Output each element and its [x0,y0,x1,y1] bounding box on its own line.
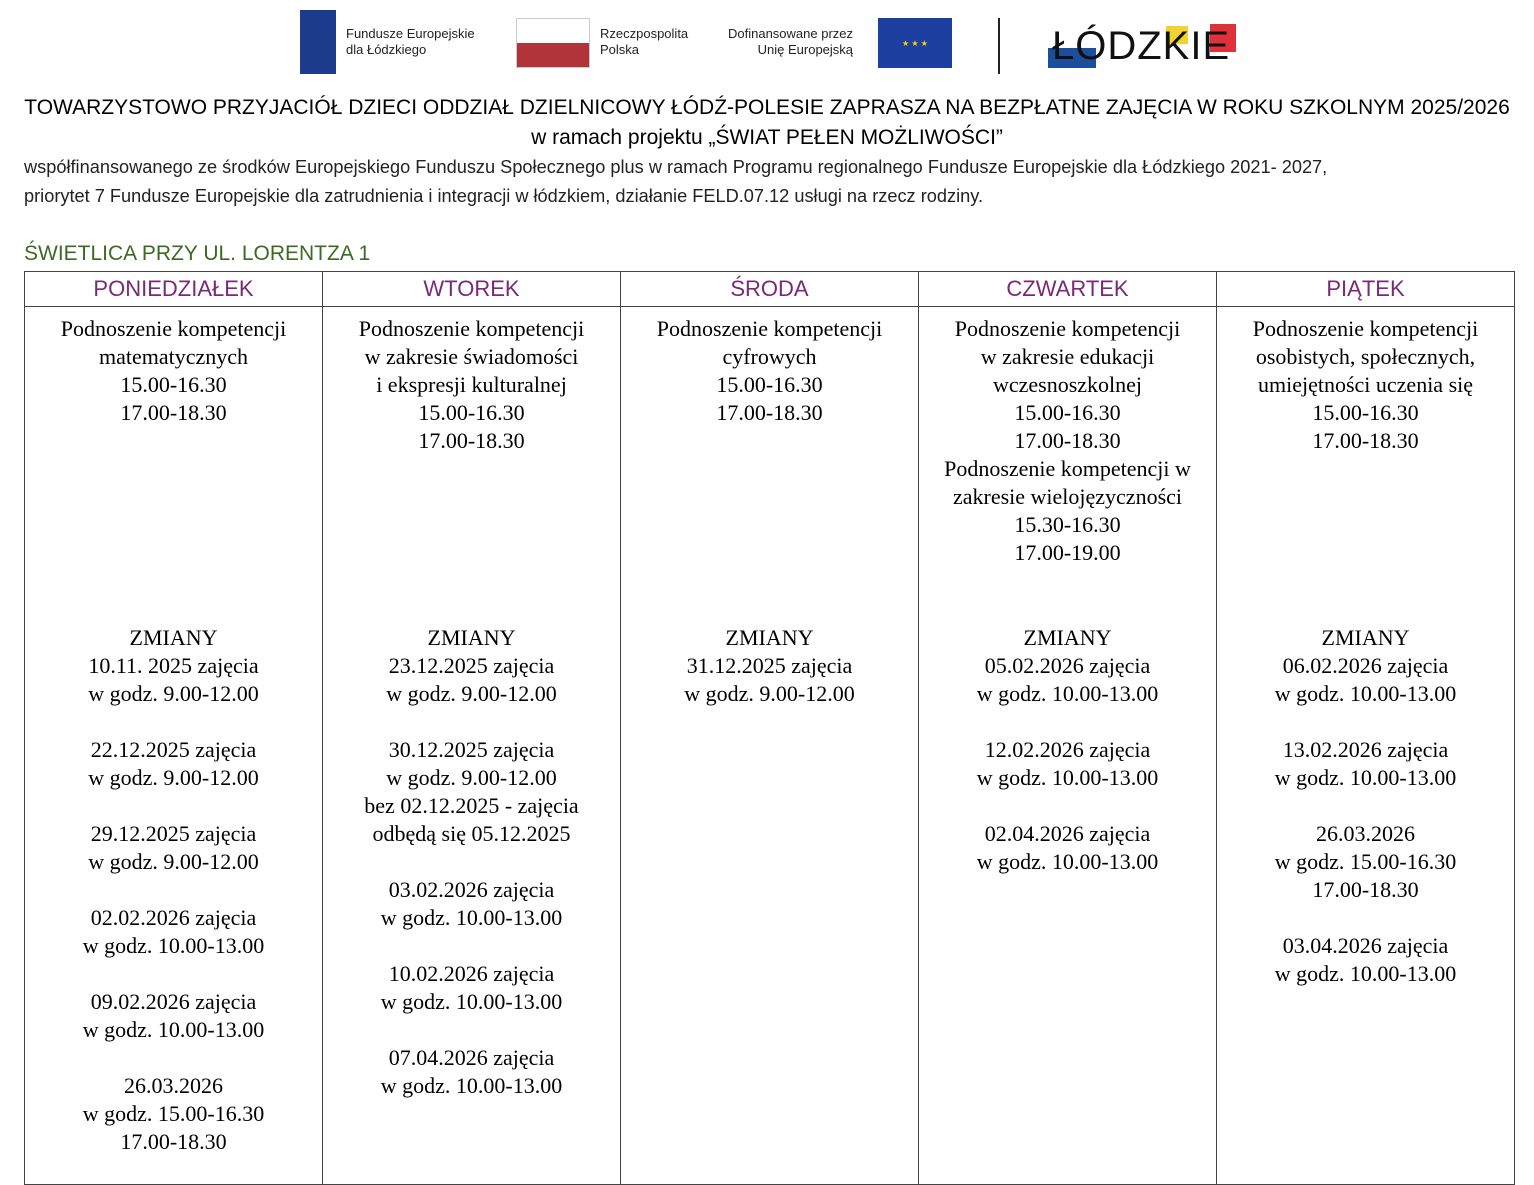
activity-line: 17.00-18.30 [716,400,823,425]
change-entry [323,876,620,932]
changes-label: ZMIANY [1023,625,1112,650]
day-header: PIĄTEK [1217,272,1515,307]
change-entry [621,652,918,708]
activities [323,315,620,624]
activity-line: Podnoszenie kompetencji [60,316,287,341]
change-entry [323,652,620,708]
change-entry [25,904,322,960]
change-line: w godz. 10.00-13.00 [976,849,1159,874]
activities [621,315,918,624]
change-line: 03.04.2026 zajęcia [1282,933,1449,958]
change-line: w godz. 10.00-13.00 [1274,961,1457,986]
eu-flag-icon: ★ ★ ★ [878,18,952,68]
change-entry [25,820,322,876]
changes-label: ZMIANY [725,625,814,650]
day-cell [323,307,621,1185]
change-entry [25,988,322,1044]
change-entry [1217,820,1514,904]
changes-label: ZMIANY [427,625,516,650]
change-line: w godz. 10.00-13.00 [976,765,1159,790]
change-line: 30.12.2025 zajęcia [388,737,555,762]
change-line: 29.12.2025 zajęcia [90,821,257,846]
change-line: 10.11. 2025 zajęcia [88,653,259,678]
change-entry [25,736,322,792]
activity-line: Podnoszenie kompetencji w [944,456,1191,481]
change-line: 06.02.2026 zajęcia [1282,653,1449,678]
change-line: 17.00-18.30 [1312,877,1419,902]
change-entry [919,820,1216,876]
activities [1217,315,1514,624]
day-header: PONIEDZIAŁEK [25,272,323,307]
activity-line: osobistych, społecznych, [1255,344,1476,369]
location-heading: ŚWIETLICA PRZY UL. LORENTZA 1 [24,242,371,265]
change-line: 05.02.2026 zajęcia [984,653,1151,678]
activities [25,315,322,624]
day-header: WTOREK [323,272,621,307]
change-entry [919,736,1216,792]
change-line: w godz. 15.00-16.30 [82,1101,265,1126]
change-line: 03.02.2026 zajęcia [388,877,555,902]
activity-line: matematycznych [98,344,249,369]
day-cell [919,307,1217,1185]
change-line: w godz. 10.00-13.00 [82,1017,265,1042]
change-line: w godz. 9.00-12.00 [386,681,557,706]
change-line: bez 02.12.2025 - zajęcia [364,793,579,818]
change-entry [25,1072,322,1156]
change-line: 07.04.2026 zajęcia [388,1045,555,1070]
change-line: 31.12.2025 zajęcia [686,653,853,678]
change-line: 26.03.2026 [1316,821,1415,846]
activity-line: Podnoszenie kompetencji [656,316,883,341]
poland-flag-icon [516,18,590,68]
activity-line: 15.00-16.30 [418,400,525,425]
changes [919,624,1216,876]
day-cell [621,307,919,1185]
activity-line: 15.00-16.30 [1014,400,1121,425]
logo-divider [998,18,1000,74]
changes [621,624,918,708]
change-line: 13.02.2026 zajęcia [1282,737,1449,762]
day-header: ŚRODA [621,272,919,307]
activity-line: Podnoszenie kompetencji [358,316,585,341]
change-line: w godz. 15.00-16.30 [1274,849,1457,874]
change-line: w godz. 10.00-13.00 [1274,765,1457,790]
change-line: w godz. 9.00-12.00 [88,765,259,790]
activity-line: 15.30-16.30 [1014,512,1121,537]
changes-label: ZMIANY [129,625,218,650]
activity-line: 17.00-18.30 [1014,428,1121,453]
activity-line: 15.00-16.30 [716,372,823,397]
activity-line: 15.00-16.30 [1312,400,1419,425]
activity-line: i ekspresji kulturalnej [376,372,567,397]
schedule-table [24,271,1515,1185]
changes [1217,624,1514,988]
day-cell [1217,307,1515,1185]
activity-line: Podnoszenie kompetencji [1252,316,1479,341]
lodzkie-logo: ŁÓDZKIE [1048,24,1238,74]
change-line: w godz. 10.00-13.00 [82,933,265,958]
change-entry [1217,736,1514,792]
activity-line: w zakresie świadomości [364,344,579,369]
change-entry [919,652,1216,708]
changes [323,624,620,1100]
changes [25,624,322,1156]
change-line: w godz. 9.00-12.00 [386,765,557,790]
change-entry [1217,652,1514,708]
change-line: 17.00-18.30 [120,1129,227,1154]
fe-logo-icon [300,10,336,74]
change-line: 22.12.2025 zajęcia [90,737,257,762]
activity-line: umiejętności uczenia się [1257,372,1474,397]
activity-line: wczesnoszkolnej [992,372,1143,397]
change-entry [323,960,620,1016]
change-line: w godz. 9.00-12.00 [88,849,259,874]
change-line: w godz. 9.00-12.00 [684,681,855,706]
activity-line: 17.00-18.30 [120,400,227,425]
change-line: w godz. 9.00-12.00 [88,681,259,706]
changes-label: ZMIANY [1321,625,1410,650]
change-line: 02.04.2026 zajęcia [984,821,1151,846]
page-title: TOWARZYSTOWO PRZYJACIÓŁ DZIECI ODDZIAŁ DZIELNICOWY ŁÓDŹ-POLESIE ZAPRASZA NA BEZPŁATNE ZAJĘCIA W ROKU SZKOLNYM 2025/2026 w ramach projektu „ŚWIAT PEŁEN MOŻLIWOŚCI” [24,96,1510,149]
change-line: 12.02.2026 zajęcia [984,737,1151,762]
day-header: CZWARTEK [919,272,1217,307]
change-line: 02.02.2026 zajęcia [90,905,257,930]
activity-line: 17.00-19.00 [1014,540,1121,565]
logo-bar [300,8,1240,74]
fe-logo-text: Fundusze Europejskie dla Łódzkiego [346,26,475,57]
change-entry [323,1044,620,1100]
activity-line: w zakresie edukacji [980,344,1155,369]
change-line: w godz. 10.00-13.00 [976,681,1159,706]
activity-line: 15.00-16.30 [120,372,227,397]
activity-line: Podnoszenie kompetencji [954,316,1181,341]
change-line: 23.12.2025 zajęcia [388,653,555,678]
activity-line: cyfrowych [722,344,817,369]
change-entry [323,736,620,848]
activity-line: zakresie wielojęzyczności [952,484,1183,509]
change-line: odbędą się 05.12.2025 [372,821,571,846]
day-cell [25,307,323,1185]
change-line: w godz. 10.00-13.00 [380,989,563,1014]
change-entry [25,652,322,708]
activities [919,315,1216,624]
change-entry [1217,932,1514,988]
activity-line: 17.00-18.30 [418,428,525,453]
pl-logo-text: Rzeczpospolita Polska [600,26,689,57]
change-line: w godz. 10.00-13.00 [1274,681,1457,706]
funding-note: współfinansowanego ze środków Europejskiego Funduszu Społecznego plus w ramach Programu regionalnego Fundusze Europejskie dla Łódzkiego 2021- 2027, priorytet 7 Fundusze Europejskie dla zatrudnienia i integracji w łódzkiem, działanie FELD.07.12 usługi na rzecz rodziny. [24,157,1328,206]
activity-line: 17.00-18.30 [1312,428,1419,453]
change-line: 10.02.2026 zajęcia [388,961,555,986]
change-line: 09.02.2026 zajęcia [90,989,257,1014]
change-line: w godz. 10.00-13.00 [380,1073,563,1098]
change-line: w godz. 10.00-13.00 [380,905,563,930]
eu-logo-text: Dofinansowane przez Unię Europejską [728,26,854,57]
change-line: 26.03.2026 [124,1073,223,1098]
